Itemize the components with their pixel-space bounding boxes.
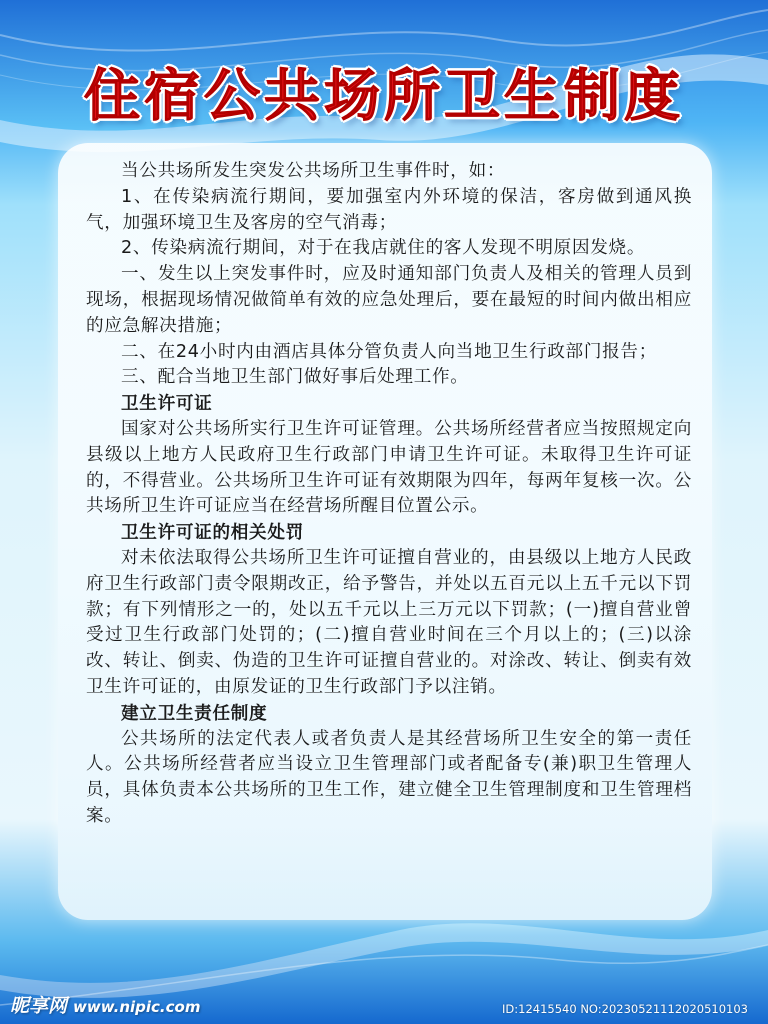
- watermark-id: ID:12415540 NO:20230521112020510103: [502, 1002, 748, 1016]
- content-body: [86, 159, 692, 830]
- item-1: 1、在传染病流行期间，要加强室内外环境的保洁，客房做到通风换气，加强环境卫生及客房的空气消毒；: [86, 186, 692, 233]
- item-2: 2、传染病流行期间，对于在我店就住的客人发现不明原因发烧。: [121, 238, 646, 259]
- section-heading-penalties: 卫生许可证的相关处罚: [121, 522, 304, 544]
- watermark-url: www.nipic.com: [73, 998, 201, 1016]
- intro-paragraph: 当公共场所发生突发公共场所卫生事件时，如：: [121, 161, 506, 181]
- step-3: 三、配合当地卫生部门做好事后处理工作。: [121, 367, 469, 388]
- section-body-penalties: 对未依法取得公共场所卫生许可证擅自营业的，由县级以上地方人民政府卫生行政部门责令限期改正，给予警告，并处以五百元以上五千元以下罚款；有下列情形之一的，处以五千元以上三万元以下罚款；(一)擅自营业曾受过卫生行政部门处罚的；(二)擅自营业时间在三个月以上的；(三)以涂改、转让、倒卖、伪造的卫生许可证擅自营业的。对涂改、转让、倒卖有效卫生许可证的，由原发证的卫生行政部门予以注销。: [86, 547, 692, 697]
- section-heading-responsibility: 建立卫生责任制度: [121, 702, 268, 724]
- section-body-responsibility: 公共场所的法定代表人或者负责人是其经营场所卫生安全的第一责任人。公共场所经营者应当设立卫生管理部门或者配备专(兼)职卫生管理人员，具体负责本公共场所的卫生工作，建立健全卫生管理制度和卫生管理档案。: [86, 728, 692, 826]
- section-heading-license: 卫生许可证: [121, 393, 213, 415]
- step-1: 一、发生以上突发事件时，应及时通知部门负责人及相关的管理人员到现场，根据现场情况做简单有效的应急处理后，要在最短的时间内做出相应的应急解决措施；: [86, 264, 692, 336]
- watermark-logo-text: 昵享网: [10, 995, 68, 1017]
- page-title: 住宿公共场所卫生制度: [84, 63, 684, 129]
- watermark-logo: [10, 991, 200, 1018]
- step-2: 二、在24小时内由酒店具体分管负责人向当地卫生行政部门报告；: [121, 341, 658, 362]
- section-body-license: 国家对公共场所实行卫生许可证管理。公共场所经营者应当按照规定向县级以上地方人民政府卫生行政部门申请卫生许可证。未取得卫生许可证的，不得营业。公共场所卫生许可证有效期限为四年，每两年复核一次。公共场所卫生许可证应当在经营场所醒目位置公示。: [86, 418, 692, 517]
